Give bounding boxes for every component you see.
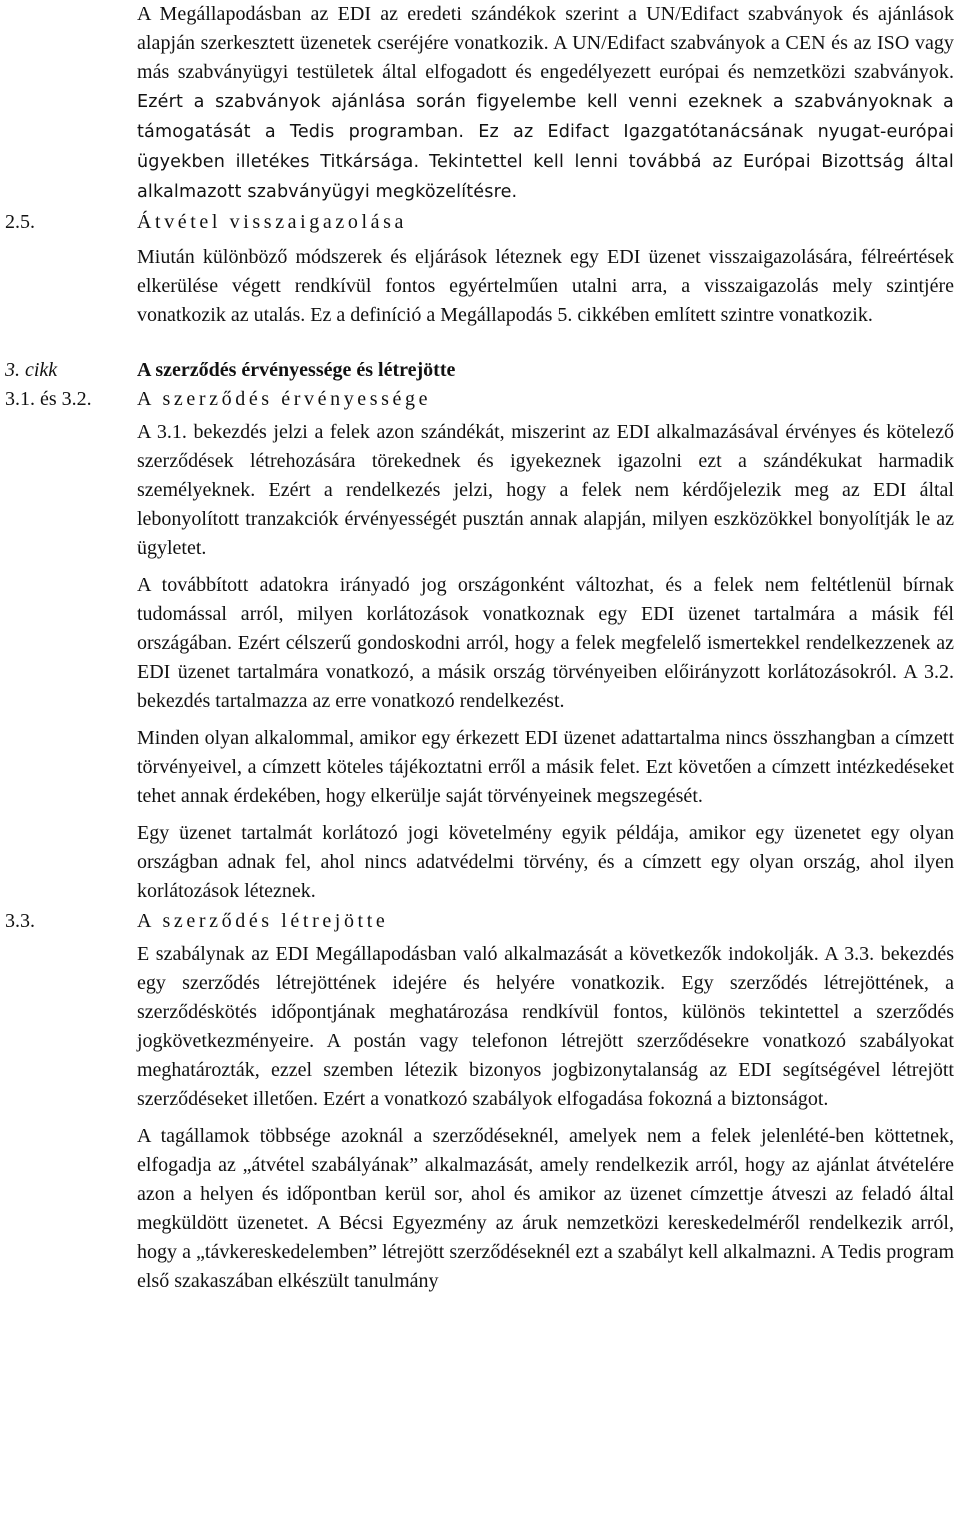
section-title: A szerződés érvényessége [137, 388, 432, 410]
section-number: 3.3. [5, 910, 35, 932]
section-paragraph: Egy üzenet tartalmát korlátozó jogi követelmény egyik példája, amikor egy üzenetet egy olyan országban adnak fel, ahol nincs adatvédelmi törvény, és a címzett egy olyan ország, ahol ilyen korlátozások léteznek. [137, 822, 954, 902]
section-number: 2.5. [5, 211, 35, 233]
section-3-3 [0, 907, 960, 1296]
intro-sentence-1: A Megállapodásban az EDI az eredeti szándékok szerint a UN/Edifact szabványok és ajánlások alapján szerkesztett üzenetek cseréjére vonatkozik. A UN/Edifact szabványok a CEN és az ISO vagy más szabványügyi testületek által elfogadott és engedélyezett európai és nemzetközi szabványok. [137, 3, 954, 83]
section-paragraph: A 3.1. bekezdés jelzi a felek azon szándékát, miszerint az EDI alkalmazásával érvényes és kötelező szerződések létrehozására törekednek és igyekeznek igazolni ezt a szándékukat harmadik személyeknek. Ezért a rendelkezés jelzi, hogy a felek nem kérdőjelezik meg az EDI által lebonyolított tranzakciók érvényességét pusztán annak alapján, milyen eszközökkel bonyolítják le az ügyletet. [137, 421, 954, 559]
article-3-heading [0, 356, 960, 385]
section-paragraph: Minden olyan alkalommal, amikor egy érkezett EDI üzenet adattartalma nincs összhangban a címzett törvényeivel, a címzett köteles tájékoztatni erről a másik felet. Ezt követően a címzett intézkedéseket tehet annak érdekében, hogy elkerülje saját törvényeinek megszegését. [137, 727, 954, 807]
section-paragraph: A továbbított adatokra irányadó jog országonként változhat, és a felek nem feltétlenül bírnak tudomással arról, milyen korlátozások vonatkoznak egy EDI üzenet tartalmára a másik fél országában. Ezért célszerű gondoskodni arról, hogy a felek megfelelő ismertekkel rendelkezzenek az EDI üzenet tartalmára vonatkozó, a másik ország törvényeiben előirányzott korlátozásokról. A 3.2. bekezdés tartalmazza az erre vonatkozó rendelkezést. [137, 574, 954, 712]
section-paragraph: Miután különböző módszerek és eljárások léteznek egy EDI üzenet visszaigazolására, félreértések elkerülése végett rendkívül fontos egyértelműen utalni arra, a visszaigazolás mely szintjére vonatkozik az utalás. Ez a definíció a Megállapodás 5. cikkében említett szintre vonatkozik. [137, 246, 954, 326]
intro-sentence-2: Ezért a szabványok ajánlása során figyelembe kell venni ezeknek a szabványoknak a támogatását a Tedis programban. Ez az Edifact Igazgatótanácsának nyugat-európai ügyekben illetékes Titkársága. [137, 92, 954, 172]
section-paragraph: E szabálynak az EDI Megállapodásban való alkalmazását a következők indokolják. A 3.3. bekezdés egy szerződés létrejöttének idejére és helyére vonatkozik. Egy szerződés létrejöttének, a szerződéskötés időpontjának meghatározása rendkívül fontos, különös tekintettel a szerződés jogkövetkezményeire. A postán vagy telefonon létrejött szerződésekre vonatkozó szabályokat meghatározták, ezzel szemben létezik bizonyos jogbizonytalanság az EDI segítségével létrejött szerződéseket illetően. Ezért a vonatkozó szabályok elfogadása fokozná a biztonságot. [137, 943, 954, 1110]
intro-sentence-3: Tekintettel kell lenni továbbá az Európai Bizottság által alkalmazott szabványügyi megközelítésre. [137, 152, 954, 202]
section-3-1-3-2 [0, 385, 960, 906]
section-title: Átvétel visszaigazolása [137, 211, 407, 233]
paragraph-line-first: A tagállamok többsége azoknál a szerződéseknél, amelyek nem a felek jelenlété- [137, 1125, 836, 1147]
intro-block [0, 0, 960, 207]
intro-paragraph [137, 0, 954, 207]
article-number: 3. cikk [5, 359, 58, 381]
section-number: 3.1. és 3.2. [5, 388, 92, 410]
section-paragraph [137, 1122, 954, 1296]
section-2-5 [0, 208, 960, 330]
section-title: A szerződés létrejötte [137, 910, 389, 932]
article-title: A szerződés érvényessége és létrejötte [137, 359, 456, 381]
paragraph-continuation: ben köttetnek, elfogadja az „átvétel szabályának” alkalmazását, amely rendelkezik arról, hogy az ajánlat átvételére azon a helyen és időpontban kerül sor, ahol és amikor az üzenet címzettje átveszi az feladó által megküldött üzenetet. A Bécsi Egyezmény az áruk nemzetközi kereskedelméről rendelkezik arról, hogy a „távkereskedelemben” létrejött szerződéseknél ezt a szabályt kell alkalmazni. A Tedis program első szakaszában elkészült tanulmány [137, 1125, 954, 1292]
